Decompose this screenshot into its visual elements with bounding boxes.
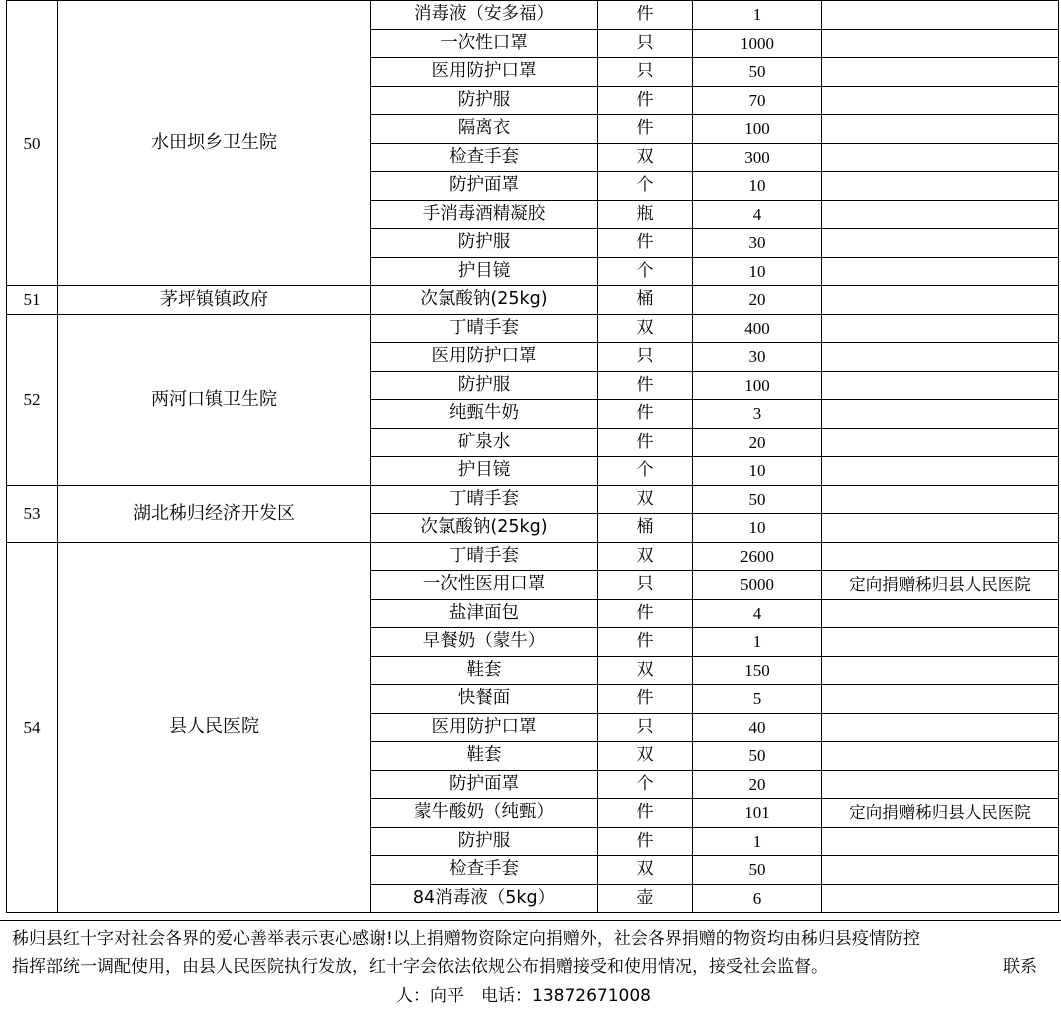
item-name-cell: 手消毒酒精凝胶 [371,200,598,229]
measure-unit-cell: 个 [598,172,693,201]
measure-unit-cell: 件 [598,115,693,144]
table-row [7,485,1059,514]
quantity-cell: 2600 [693,542,822,571]
note-cell [822,599,1059,628]
item-name-cell: 快餐面 [371,685,598,714]
measure-unit-cell: 件 [598,229,693,258]
measure-unit-cell: 个 [598,457,693,486]
row-number-cell: 54 [7,542,58,913]
item-name-cell: 隔离衣 [371,115,598,144]
item-name-cell: 矿泉水 [371,428,598,457]
quantity-cell: 1 [693,1,822,30]
quantity-cell: 5000 [693,571,822,600]
quantity-cell: 10 [693,457,822,486]
footer-line-3: 人：向平 电话：13872671008 [396,986,651,1006]
measure-unit-cell: 双 [598,143,693,172]
quantity-cell: 30 [693,343,822,372]
measure-unit-cell: 件 [598,799,693,828]
item-name-cell: 丁晴手套 [371,485,598,514]
item-name-cell: 医用防护口罩 [371,58,598,87]
item-name-cell: 鞋套 [371,656,598,685]
item-name-cell: 防护服 [371,827,598,856]
item-name-cell: 医用防护口罩 [371,343,598,372]
quantity-cell: 30 [693,229,822,258]
measure-unit-cell: 只 [598,29,693,58]
quantity-cell: 4 [693,200,822,229]
quantity-cell: 150 [693,656,822,685]
quantity-cell: 1 [693,628,822,657]
note-cell [822,485,1059,514]
item-name-cell: 84消毒液（5kg） [371,884,598,913]
quantity-cell: 3 [693,400,822,429]
item-name-cell: 防护面罩 [371,172,598,201]
measure-unit-cell: 件 [598,628,693,657]
quantity-cell: 300 [693,143,822,172]
measure-unit-cell: 双 [598,656,693,685]
item-name-cell: 丁晴手套 [371,542,598,571]
note-cell [822,685,1059,714]
donation-table [6,0,1059,913]
note-cell [822,742,1059,771]
measure-unit-cell: 件 [598,685,693,714]
quantity-cell: 100 [693,115,822,144]
measure-unit-cell: 双 [598,856,693,885]
row-number-cell: 52 [7,314,58,485]
measure-unit-cell: 只 [598,343,693,372]
quantity-cell: 50 [693,58,822,87]
item-name-cell: 次氯酸钠(25kg) [371,286,598,315]
footer-line-1: 秭归县红十字对社会各界的爱心善举表示衷心感谢!以上捐赠物资除定向捐赠外，社会各界捐赠的物资均由秭归县疫情防控 [12,929,920,949]
note-cell [822,58,1059,87]
item-name-cell: 护目镜 [371,257,598,286]
item-name-cell: 护目镜 [371,457,598,486]
measure-unit-cell: 只 [598,58,693,87]
quantity-cell: 10 [693,172,822,201]
note-cell [822,542,1059,571]
quantity-cell: 1 [693,827,822,856]
note-cell [822,343,1059,372]
table-row [7,1,1059,30]
measure-unit-cell: 双 [598,485,693,514]
note-cell [822,172,1059,201]
item-name-cell: 次氯酸钠(25kg) [371,514,598,543]
measure-unit-cell: 个 [598,257,693,286]
note-cell [822,257,1059,286]
item-name-cell: 防护面罩 [371,770,598,799]
item-name-cell: 纯甄牛奶 [371,400,598,429]
item-name-cell: 防护服 [371,229,598,258]
recipient-unit-cell: 湖北秭归经济开发区 [58,485,371,542]
note-cell [822,656,1059,685]
quantity-cell: 20 [693,428,822,457]
note-cell [822,229,1059,258]
footer-contact-label: 联系 [1003,957,1037,977]
note-cell [822,29,1059,58]
note-cell [822,713,1059,742]
recipient-unit-cell: 茅坪镇镇政府 [58,286,371,315]
measure-unit-cell: 只 [598,713,693,742]
table-row [7,542,1059,571]
note-cell [822,286,1059,315]
row-number-cell: 51 [7,286,58,315]
measure-unit-cell: 双 [598,542,693,571]
item-name-cell: 丁晴手套 [371,314,598,343]
measure-unit-cell: 件 [598,428,693,457]
measure-unit-cell: 件 [598,371,693,400]
item-name-cell: 一次性口罩 [371,29,598,58]
note-cell [822,143,1059,172]
measure-unit-cell: 个 [598,770,693,799]
quantity-cell: 50 [693,742,822,771]
footer-line-2: 指挥部统一调配使用，由县人民医院执行发放，红十字会依法依规公布捐赠接受和使用情况，接受社会监督。 [12,957,828,977]
row-number-cell: 53 [7,485,58,542]
measure-unit-cell: 桶 [598,286,693,315]
note-cell [822,1,1059,30]
quantity-cell: 20 [693,286,822,315]
table-row [7,314,1059,343]
note-cell [822,428,1059,457]
note-cell [822,827,1059,856]
measure-unit-cell: 件 [598,827,693,856]
quantity-cell: 40 [693,713,822,742]
quantity-cell: 20 [693,770,822,799]
note-cell [822,371,1059,400]
item-name-cell: 盐津面包 [371,599,598,628]
item-name-cell: 蒙牛酸奶（纯甄） [371,799,598,828]
quantity-cell: 1000 [693,29,822,58]
measure-unit-cell: 只 [598,571,693,600]
note-cell [822,115,1059,144]
measure-unit-cell: 瓶 [598,200,693,229]
quantity-cell: 5 [693,685,822,714]
note-cell [822,200,1059,229]
note-cell [822,770,1059,799]
item-name-cell: 一次性医用口罩 [371,571,598,600]
measure-unit-cell: 件 [598,86,693,115]
quantity-cell: 70 [693,86,822,115]
quantity-cell: 100 [693,371,822,400]
recipient-unit-cell: 县人民医院 [58,542,371,913]
item-name-cell: 医用防护口罩 [371,713,598,742]
quantity-cell: 6 [693,884,822,913]
measure-unit-cell: 件 [598,599,693,628]
measure-unit-cell: 双 [598,742,693,771]
item-name-cell: 防护服 [371,371,598,400]
item-name-cell: 早餐奶（蒙牛） [371,628,598,657]
item-name-cell: 防护服 [371,86,598,115]
item-name-cell: 检查手套 [371,143,598,172]
item-name-cell: 鞋套 [371,742,598,771]
quantity-cell: 4 [693,599,822,628]
quantity-cell: 101 [693,799,822,828]
note-cell [822,86,1059,115]
recipient-unit-cell: 两河口镇卫生院 [58,314,371,485]
note-cell [822,514,1059,543]
measure-unit-cell: 双 [598,314,693,343]
quantity-cell: 400 [693,314,822,343]
note-cell [822,884,1059,913]
measure-unit-cell: 件 [598,400,693,429]
table-row [7,286,1059,315]
note-cell [822,628,1059,657]
quantity-cell: 50 [693,485,822,514]
measure-unit-cell: 件 [598,1,693,30]
quantity-cell: 10 [693,514,822,543]
note-cell [822,400,1059,429]
note-cell [822,314,1059,343]
row-number-cell: 50 [7,1,58,286]
quantity-cell: 10 [693,257,822,286]
note-cell [822,457,1059,486]
table-body [7,1,1059,913]
item-name-cell: 消毒液（安多福） [371,1,598,30]
footer-note [0,920,1061,1018]
note-cell: 定向捐赠秭归县人民医院 [822,799,1059,828]
note-cell [822,856,1059,885]
recipient-unit-cell: 水田坝乡卫生院 [58,1,371,286]
measure-unit-cell: 桶 [598,514,693,543]
measure-unit-cell: 壶 [598,884,693,913]
item-name-cell: 检查手套 [371,856,598,885]
quantity-cell: 50 [693,856,822,885]
note-cell: 定向捐赠秭归县人民医院 [822,571,1059,600]
